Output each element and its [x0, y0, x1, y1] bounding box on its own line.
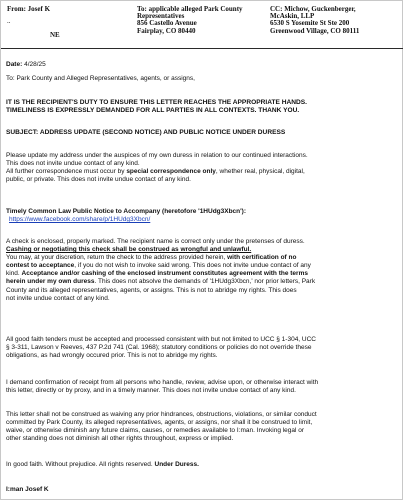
- notice-line-1: IT IS THE RECIPIENT'S DUTY TO ENSURE THIS LETTER REACHES THE APPROPRIATE HANDS.: [6, 99, 308, 106]
- notice-line-2: TIMELINESS IS EXPRESSLY DEMANDED FOR ALL PARTIES IN ALL CONTEXTS. THANK YOU.: [6, 107, 300, 115]
- non-waiver-paragraph: [6, 411, 398, 443]
- salutation: To: Park County and Alleged Representatives, agents, or assigns,: [6, 75, 195, 82]
- signature: I:man Josef K: [6, 486, 49, 493]
- address-update-paragraph: [6, 152, 398, 184]
- para2-line3-pre: You may, at your discretion, return the check to the address provided herein,: [6, 254, 228, 262]
- notice-block: [6, 99, 398, 116]
- closing-text: In good faith. Without prejudice. All rights reserved.: [6, 461, 155, 468]
- para1-line1: Please update my address under the auspices of my own duress in relation to our continued interactions.: [6, 152, 308, 159]
- cc-block: [270, 6, 402, 35]
- check-paragraph: [6, 238, 398, 303]
- date-line: [6, 61, 398, 69]
- special-correspondence-emphasis: special correspondence only: [126, 168, 216, 176]
- public-notice-heading: Timely Common Law Public Notice to Accompany (heretofore '1HUdg3Xbcn'):: [6, 208, 247, 215]
- date-value: 4/28/25: [24, 61, 46, 68]
- para2-line6-bold: herein under my own duress: [6, 278, 95, 286]
- para2-line5: [6, 270, 398, 278]
- para2-line4: [6, 262, 398, 270]
- date-label: Date:: [6, 61, 23, 68]
- para2-line5-pre: kind.: [6, 270, 22, 278]
- para2-line4-post: , if you do not wish to invoke said wrong. This does not invite undue contact of any: [74, 262, 311, 270]
- para2-line6: [6, 278, 398, 286]
- cashing-warning: Cashing or negotiating this check shall be construed as wrongful and unlawful.: [6, 246, 252, 254]
- para4-line2: this letter, directly or by proxy, and in a timely manner. This does not invite undue contact of any kind.: [6, 387, 296, 395]
- closing-line: [6, 461, 398, 469]
- from-line2: ..: [7, 17, 11, 26]
- cc-line3: 6530 S Yosemite St Ste 200: [270, 19, 350, 28]
- para1-line3-post: , whether real, physical, digital,: [215, 168, 305, 176]
- confirmation-paragraph: [6, 379, 398, 395]
- subject-line: SUBJECT: ADDRESS UPDATE (SECOND NOTICE) AND PUBLIC NOTICE UNDER DURESS: [6, 129, 286, 136]
- to-block: [137, 6, 267, 35]
- para5-line2: committed by Park County, its alleged representatives, agents, or assigns, nor shall it be construed to limit,: [6, 419, 313, 427]
- para1-line3: [6, 168, 398, 176]
- ucc-paragraph: [6, 336, 398, 360]
- from-block: [7, 5, 97, 39]
- header-divider: [1, 48, 403, 49]
- para3-line1: All good faith tenders must be accepted and processed consistent with but not limited to UCC § 1-304, UCC: [6, 336, 316, 343]
- to-line3: 856 Castello Avenue: [137, 19, 197, 28]
- public-notice-block: [6, 208, 398, 224]
- cc-line2: McAskin, LLP: [270, 12, 315, 21]
- para5-line3: waive, or otherwise diminish any future claims, causes, or remedies available to I:man. Invoking legal or: [6, 427, 305, 435]
- para1-line3-pre: All further correspondence must occur by: [6, 168, 127, 176]
- from-state: NE: [50, 31, 60, 39]
- para3-line3: obligations, as had wrongly occured prior. This is not to abridge my rights.: [6, 352, 218, 360]
- para5-line4: other standing does not diminish all other rights throughout, express or implied.: [6, 435, 234, 443]
- to-line1: To: applicable alleged Park County: [137, 5, 243, 13]
- para2-line5-bold: Acceptance and/or cashing of the enclosed instrument constitutes agreement with the terms: [21, 270, 308, 278]
- cc-line4: Greenwood Village, CO 80111: [270, 26, 360, 35]
- to-line2: Representatives: [137, 12, 185, 21]
- cc-line1: CC: Michow, Guckenberger,: [270, 5, 356, 13]
- para2-line6-post: . This does not absolve the demands of '1HUdg3Xbcn,' nor prior letters, Park: [94, 278, 316, 286]
- para4-line1: I demand confirmation of receipt from all persons who handle, review, advise upon, or otherwise interact with: [6, 379, 319, 386]
- para1-line2: This does not invite undue contact of any kind.: [6, 160, 140, 168]
- para2-line4-bold: contest to acceptance: [6, 262, 75, 270]
- para1-line4: public, or private. This does not invite undue contact of any kind.: [6, 176, 191, 184]
- para2-line1: A check is enclosed, properly marked. The recipient name is correct only under the pretenses of duress.: [6, 238, 305, 245]
- para2-line7: County and its alleged representatives, agents, or assigns. This is not to abridge my rights. This does: [6, 286, 297, 294]
- under-duress-emphasis: Under Duress.: [154, 461, 199, 468]
- para2-line2: [6, 246, 398, 254]
- from-name: From: Josef K: [7, 5, 51, 13]
- to-line4: Fairplay, CO 80440: [137, 26, 196, 35]
- para5-line1: This letter shall not be construed as waiving any prior hindrances, obstructions, violations, or similar conduct: [6, 411, 317, 418]
- para2-line8: not invite undue contact of any kind.: [6, 294, 110, 302]
- para2-line3: [6, 254, 398, 262]
- facebook-link[interactable]: https://www.facebook.com/share/p/1HUdg3Xbcn/: [9, 216, 151, 224]
- para3-line2: § 3-311, Lawson v Reeves, 437 P.2d 741 (Cal. 1968); statutory conditions or policies do not override these: [6, 344, 312, 352]
- para2-line3-bold: with certification of no: [227, 254, 297, 262]
